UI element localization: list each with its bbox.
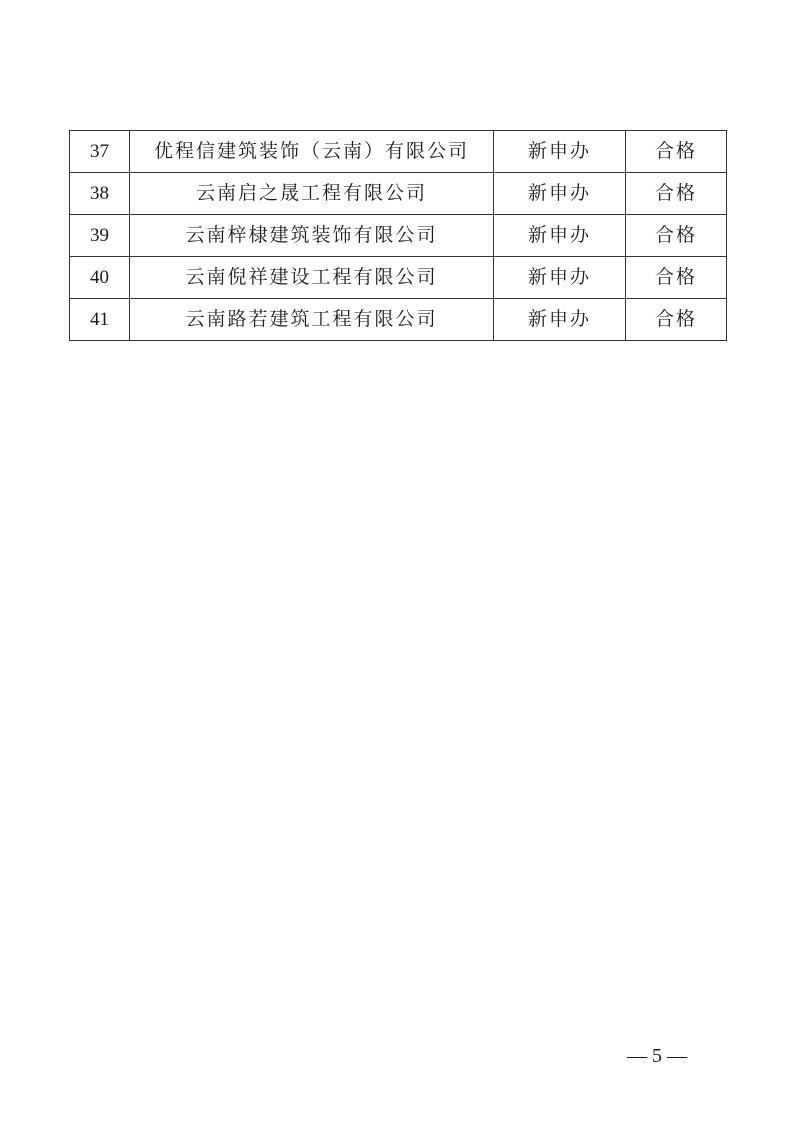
review-result: 合格 — [626, 173, 727, 215]
company-name: 云南梓棣建筑装饰有限公司 — [130, 215, 494, 257]
company-name: 云南倪祥建设工程有限公司 — [130, 257, 494, 299]
review-result: 合格 — [626, 215, 727, 257]
review-result: 合格 — [626, 257, 727, 299]
table-row — [70, 131, 727, 173]
row-number: 41 — [70, 299, 130, 341]
row-number: 40 — [70, 257, 130, 299]
application-type: 新申办 — [494, 257, 626, 299]
application-type: 新申办 — [494, 215, 626, 257]
page-number: — 5 — — [627, 1045, 687, 1067]
application-type: 新申办 — [494, 173, 626, 215]
table-row — [70, 215, 727, 257]
review-result: 合格 — [626, 299, 727, 341]
row-number: 38 — [70, 173, 130, 215]
table-row — [70, 173, 727, 215]
results-table — [69, 130, 727, 341]
row-number: 37 — [70, 131, 130, 173]
company-name: 优程信建筑装饰（云南）有限公司 — [130, 131, 494, 173]
row-number: 39 — [70, 215, 130, 257]
application-type: 新申办 — [494, 131, 626, 173]
company-name: 云南路若建筑工程有限公司 — [130, 299, 494, 341]
application-type: 新申办 — [494, 299, 626, 341]
table-row — [70, 257, 727, 299]
review-result: 合格 — [626, 131, 727, 173]
company-name: 云南启之晟工程有限公司 — [130, 173, 494, 215]
table-row — [70, 299, 727, 341]
